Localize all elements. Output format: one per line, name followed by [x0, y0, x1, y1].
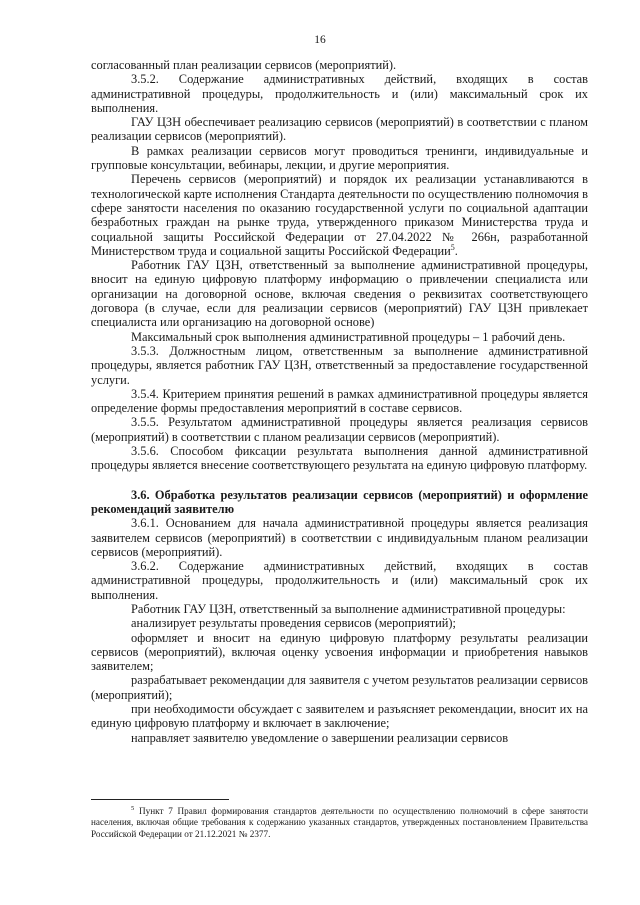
- footnote-divider: [91, 799, 229, 800]
- paragraph-services-list: [91, 172, 588, 258]
- footnote: [91, 806, 588, 840]
- paragraph: направляет заявителю уведомление о завершении реализации сервисов: [131, 730, 509, 745]
- paragraph: В рамках реализации сервисов могут проводиться тренинги, индивидуальные и групповые консультации, вебинары, лекции, и другие мероприятия.: [91, 143, 588, 173]
- paragraph: 3.5.5. Результатом административной процедуры является реализация сервисов (мероприятий) в соответствии с планом реализации сервисов (мероприятий).: [91, 415, 588, 444]
- paragraph: 3.6.1. Основанием для начала административной процедуры является реализация заявителем сервисов (мероприятий) в соответствии с индивидуальным планом реализации сервисов (мероприятий).: [91, 516, 588, 559]
- paragraph: ГАУ ЦЗН обеспечивает реализацию сервисов (мероприятий) в соответствии с планом реализации сервисов (мероприятий).: [91, 115, 588, 144]
- section-heading: 3.6. Обработка результатов реализации сервисов (мероприятий) и оформление рекомендаций заявителю: [91, 487, 588, 516]
- footnote-reference: 5: [450, 242, 455, 252]
- paragraph: Работник ГАУ ЦЗН, ответственный за выполнение административной процедуры:: [131, 601, 566, 616]
- document-body: [91, 58, 588, 745]
- paragraph-text: Перечень сервисов (мероприятий) и порядок их реализации устанавливаются в технологической карте исполнения Стандарта деятельности по осуществлению полномочия в сфере занятости населения по оказанию государственной услуги по социальной адаптации безработных граждан на рынке труда, утвержденного приказом Министерства труда и социальной защиты Российской Федерации от 27.04.2022 № 266н, разработанной Министерством труда и социальной защиты Российской Федерации: [91, 172, 588, 258]
- spacer: [91, 473, 588, 488]
- paragraph: согласованный план реализации сервисов (мероприятий).: [91, 58, 397, 72]
- paragraph: анализирует результаты проведения сервисов (мероприятий);: [131, 616, 456, 631]
- paragraph: 3.5.3. Должностным лицом, ответственным за выполнение административной процедуры, является работник ГАУ ЦЗН, ответственный за предоставление государственной услуги.: [91, 343, 588, 387]
- paragraph: Работник ГАУ ЦЗН, ответственный за выполнение административной процедуры, вносит на единую цифровую платформу информацию о привлечении специалиста или организации на договорной основе, включая сведения о реквизитах соответствующего договора (в случае, если для реализации сервисов (мероприятий) ГАУ ЦЗН привлекает специалиста или организацию на договорной основе): [91, 258, 588, 330]
- footnote-number: 5: [131, 804, 135, 812]
- paragraph: при необходимости обсуждает с заявителем и разъясняет рекомендации, вносит их на единую цифровую платформу и включает в заключение;: [91, 702, 588, 731]
- paragraph: разрабатывает рекомендации для заявителя с учетом результатов реализации сервисов (мероприятий);: [91, 673, 588, 702]
- paragraph: 3.5.6. Способом фиксации результата выполнения данной административной процедуры является внесение соответствующего результата на единую цифровую платформу.: [91, 444, 588, 473]
- paragraph: 3.5.2. Содержание административных действий, входящих в состав административной процедуры, продолжительность и (или) максимальный срок их выполнения.: [91, 72, 588, 115]
- paragraph: оформляет и вносит на единую цифровую платформу результаты реализации сервисов (мероприятий), включая оценку усвоения информации и приобретения навыков заявителем;: [91, 630, 588, 674]
- paragraph: 3.5.4. Критерием принятия решений в рамках административной процедуры является определение формы предоставления мероприятий в составе сервисов.: [91, 386, 588, 416]
- paragraph: 3.6.2. Содержание административных действий, входящих в состав административной процедуры, продолжительность и (или) максимальный срок их выполнения.: [91, 559, 588, 602]
- paragraph: Максимальный срок выполнения административной процедуры – 1 рабочий день.: [131, 329, 566, 344]
- page-number: 16: [314, 34, 326, 46]
- footnote-text: Пункт 7 Правил формирования стандартов деятельности по осуществлению полномочий в сфере занятости населения, включая общие требования к содержанию указанных стандартов, утвержденных постановлением Правительства Российской Федерации от 21.12.2021 № 2377.: [91, 806, 588, 839]
- paragraph-end: .: [454, 243, 458, 258]
